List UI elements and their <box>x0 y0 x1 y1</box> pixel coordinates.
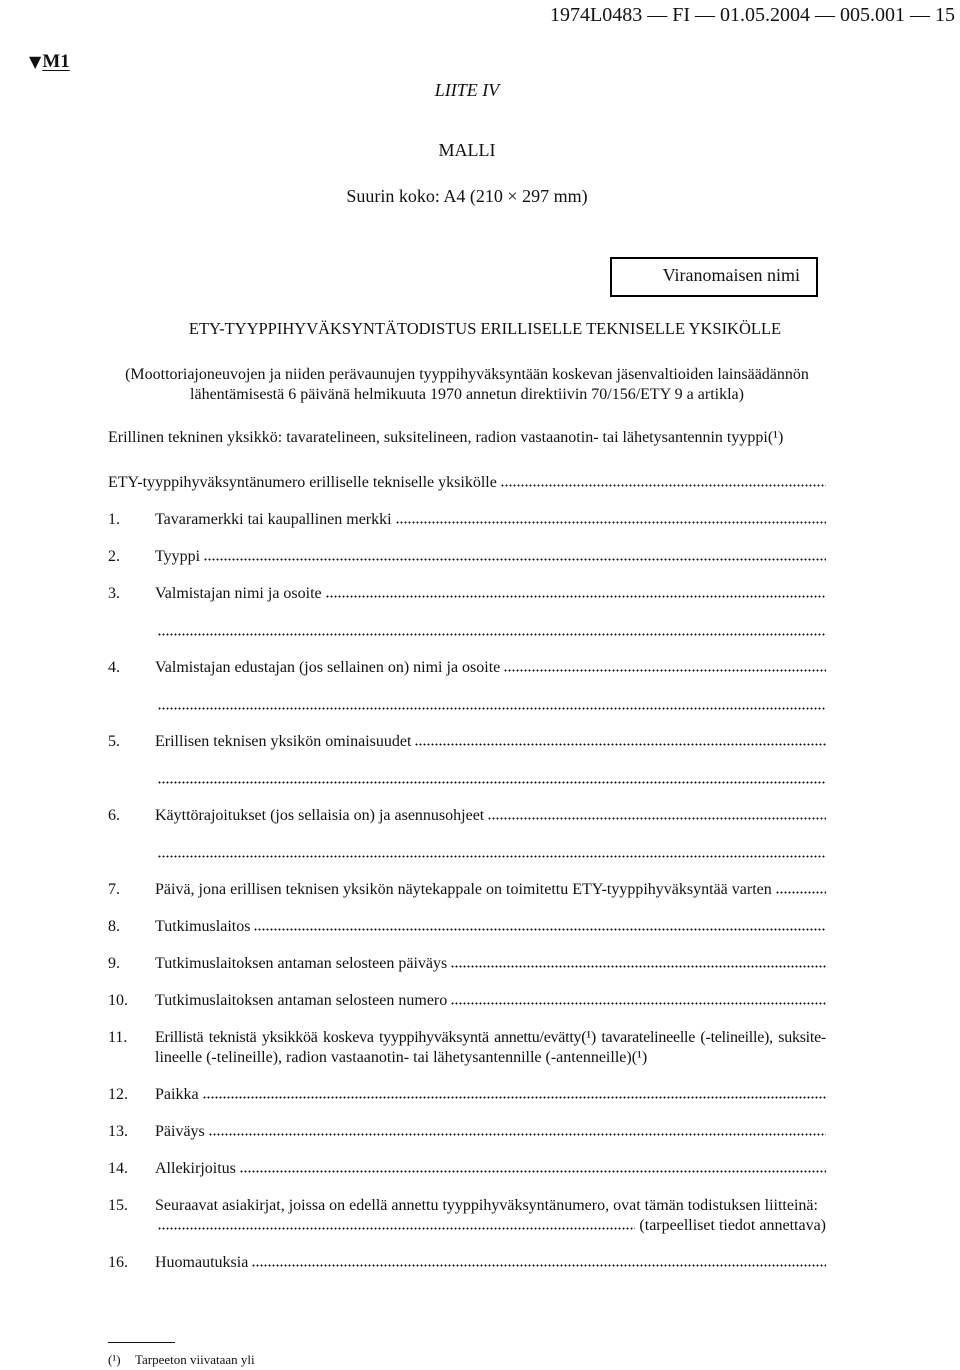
item-text-block <box>155 1196 826 1236</box>
dotted-leader <box>451 965 826 968</box>
item-number: 13. <box>108 1123 128 1140</box>
dotted-leader <box>158 707 826 710</box>
footnote-marker: (¹) <box>108 1352 121 1367</box>
item-number: 3. <box>108 585 120 602</box>
item-number: 11. <box>108 1029 128 1046</box>
item-label: Tavaramerkki tai kaupallinen merkki <box>155 511 392 528</box>
item-number: 14. <box>108 1160 128 1177</box>
unit-type-statement: Erillinen tekninen yksikkö: tavaratelineen, suksitelineen, radion vastaanotin- tai lähetysantennin tyyppi(¹) <box>108 429 784 446</box>
footnote-text: Tarpeeton viivataan yli <box>135 1352 255 1367</box>
item-label: Paikka <box>155 1086 199 1103</box>
amendment-marker <box>29 50 70 74</box>
item-text-block <box>155 1028 826 1068</box>
item-label: Päiväys <box>155 1123 205 1140</box>
item-test-laboratory <box>108 917 826 954</box>
item-test-report-date <box>108 954 826 991</box>
dotted-leader <box>158 855 826 858</box>
item-test-report-number <box>108 991 826 1028</box>
dotted-leader <box>158 633 826 636</box>
item-approval-decision <box>108 1028 826 1085</box>
certificate-title: ETY-TYYPPIHYVÄKSYNTÄTODISTUS ERILLISELLE TEKNISELLE YKSIKÖLLE <box>188 319 782 338</box>
dotted-leader <box>415 743 826 746</box>
item-continuation-line <box>108 621 826 658</box>
item-fill-line <box>155 1216 826 1236</box>
dotted-leader <box>254 928 826 931</box>
item-label: Päivä, jona erillisen teknisen yksikön näytekappale on toimitettu ETY-tyyppihyväksyntää varten <box>155 881 772 898</box>
dotted-leader <box>501 484 826 487</box>
item-number: 12. <box>108 1086 128 1103</box>
item-label: Valmistajan nimi ja osoite <box>155 585 322 602</box>
dotted-leader <box>204 558 826 561</box>
item-label: Erillistä teknistä yksikköä koskeva tyyppihyväksyntä annettu/evätty(¹) tavaratelineelle (-telineille), suksite- <box>155 1029 826 1046</box>
dotted-leader <box>326 595 826 598</box>
legal-basis-line: (Moottoriajoneuvojen ja niiden perävaunujen tyyppihyväksyntään koskevan jäsenvaltioiden lainsäädännön <box>125 366 809 383</box>
item-label: Tutkimuslaitos <box>155 918 251 935</box>
item-label: Valmistajan edustajan (jos sellainen on) nimi ja osoite <box>155 659 501 676</box>
item-note: (tarpeelliset tiedot annettava) <box>639 1217 826 1234</box>
authority-name-box: Viranomaisen nimi <box>610 257 818 297</box>
dotted-leader <box>504 669 826 672</box>
dotted-leader <box>209 1133 826 1136</box>
item-label: Allekirjoitus <box>155 1160 236 1177</box>
item-number: 8. <box>108 918 120 935</box>
form-fields <box>108 473 826 1290</box>
item-number: 7. <box>108 881 120 898</box>
item-number: 15. <box>108 1197 128 1214</box>
item-label: Käyttörajoitukset (jos sellaisia on) ja asennusohjeet <box>155 807 485 824</box>
item-label: ETY-tyyppihyväksyntänumero erilliselle tekniselle yksikölle <box>108 474 497 491</box>
dotted-leader <box>158 1227 635 1230</box>
footnote-divider <box>108 1342 175 1343</box>
dotted-leader <box>252 1264 826 1267</box>
item-continuation-line <box>108 769 826 806</box>
item-label-continued: lineelle (-telineille), radion vastaanotin- tai lähetysantennille (-antenneille)(¹) <box>155 1049 648 1066</box>
item-unit-characteristics <box>108 732 826 769</box>
item-number: 2. <box>108 548 120 565</box>
item-label: Huomautuksia <box>155 1254 249 1271</box>
item-label: Tyyppi <box>155 548 201 565</box>
item-remarks <box>108 1253 826 1290</box>
item-date <box>108 1122 826 1159</box>
dotted-leader <box>240 1170 826 1173</box>
item-submission-date <box>108 880 826 917</box>
item-continuation-line <box>108 843 826 880</box>
document-reference-header: 1974L0483 — FI — 01.05.2004 — 005.001 — 15 <box>550 4 955 26</box>
triangle-down-icon: ▼ <box>29 52 42 71</box>
annex-title: LIITE IV <box>434 80 500 100</box>
amendment-label: M1 <box>42 51 70 72</box>
dotted-leader <box>451 1002 826 1005</box>
dotted-leader <box>203 1096 826 1099</box>
item-number: 6. <box>108 807 120 824</box>
item-label: Tutkimuslaitoksen antaman selosteen päiväys <box>155 955 448 972</box>
dotted-leader <box>488 817 826 820</box>
item-attachments <box>108 1196 826 1253</box>
legal-basis-line: lähentämisestä 6 päivänä helmikuuta 1970 annetun direktiivin 70/156/ETY 9 a artikla) <box>190 386 744 403</box>
legal-basis <box>108 365 826 405</box>
item-label: Seuraavat asiakirjat, joissa on edellä annettu tyyppihyväksyntänumero, ovat tämän todistuksen liitteinä: <box>155 1197 818 1214</box>
item-number: 1. <box>108 511 120 528</box>
item-approval-number <box>108 473 826 510</box>
item-number: 9. <box>108 955 120 972</box>
model-label: MALLI <box>438 140 496 160</box>
item-label: Erillisen teknisen yksikön ominaisuudet <box>155 733 412 750</box>
dotted-leader <box>396 521 826 524</box>
item-restrictions-instructions <box>108 806 826 843</box>
item-label: Tutkimuslaitoksen antaman selosteen numero <box>155 992 448 1009</box>
dotted-leader <box>158 781 826 784</box>
item-type <box>108 547 826 584</box>
max-size-note: Suurin koko: A4 (210 × 297 mm) <box>346 186 588 206</box>
footnote <box>108 1352 255 1368</box>
item-trademark <box>108 510 826 547</box>
item-number: 16. <box>108 1254 128 1271</box>
item-manufacturer <box>108 584 826 621</box>
item-continuation-line <box>108 695 826 732</box>
item-signature <box>108 1159 826 1196</box>
item-number: 4. <box>108 659 120 676</box>
item-place <box>108 1085 826 1122</box>
dotted-leader <box>776 891 826 894</box>
item-number: 10. <box>108 992 128 1009</box>
item-manufacturer-representative <box>108 658 826 695</box>
item-number: 5. <box>108 733 120 750</box>
